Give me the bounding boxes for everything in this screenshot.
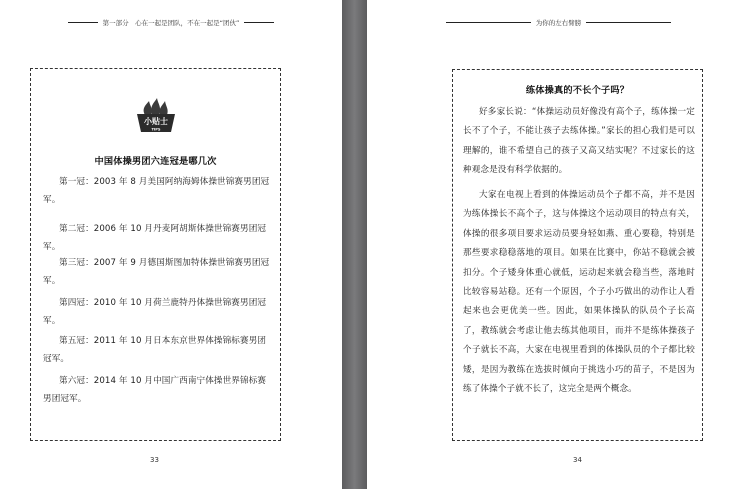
tips-badge-icon	[131, 98, 181, 134]
left-page	[0, 0, 342, 489]
header-rule-left	[68, 22, 98, 24]
champion-entry-6: 第六冠：2014 年 10 月中国广西南宁体操世界锦标赛男团冠军。	[43, 376, 267, 404]
right-running-head	[367, 18, 750, 27]
champion-entry-5: 第五冠：2011 年 10 月日本东京世界体操锦标赛男团冠军。	[43, 336, 267, 364]
champion-entry-4: 第四冠：2010 年 10 月荷兰鹿特丹体操世锦赛男团冠军。	[43, 298, 267, 326]
tips-badge-main-text: 小贴士	[144, 117, 168, 126]
tips-badge-sub-text: TIPS	[151, 127, 161, 132]
article-title: 练体操真的不长个子吗？	[525, 85, 630, 96]
article-paragraph-1: 好多家长说：“体操运动员好像没有高个子，练体操一定长不了个子，不能让孩子去练体操。”家长的担心我们是可以理解的，谁不希望自己的孩子又高又结实呢？不过家长的这种观念是没有科学依据的。	[463, 107, 695, 176]
champion-entry-3: 第三冠：2007 年 9 月德国斯图加特体操世锦赛男团冠军。	[43, 258, 270, 286]
book-gutter	[342, 0, 367, 489]
left-running-head	[0, 18, 342, 27]
header-rule-left	[446, 22, 531, 24]
right-running-head-text: 为你的左右臂膀	[535, 19, 582, 27]
tips-box	[30, 68, 281, 441]
right-page-number: 34	[573, 456, 582, 464]
right-page	[367, 0, 750, 489]
tips-box-title: 中国体操男团六连冠是哪几次	[94, 156, 217, 167]
champion-entry-1: 第一冠：2003 年 8 月美国阿纳海姆体操世锦赛男团冠军。	[43, 177, 270, 205]
champion-entry-2: 第二冠：2006 年 10 月丹麦阿胡斯体操世锦赛男团冠军。	[43, 224, 267, 252]
header-rule-right	[586, 22, 671, 24]
left-running-head-text: 第一部分 心在一起是团队，不在一起是“团伙”	[102, 19, 240, 27]
article-paragraph-2: 大家在电视上看到的体操运动员个子都不高，并不是因为练体操长不高个子，这与体操这个运动项目的特点有关，体操的很多项目要求运动员要身轻如燕、重心要稳，特别是那些要求稳稳落地的项目。如果在比赛中，你站不稳就会被扣分。个子矮身体重心就低，运动起来就会稳当些，落地时比较容易站稳。还有一个原因，个子小巧做出的动作让人看起来也会更优美一些。因此，如果体操队的队员个子长高了，教练就会考虑让他去练其他项目，而并不是练体操孩子个子就长不高，大家在电视里看到的体操队员的个子都比较矮，是因为教练在选拔时倾向于挑选小巧的苗子，不是因为练了体操个子就不长了，这完全是两个概念。	[463, 190, 695, 395]
left-page-number: 33	[150, 456, 159, 464]
header-rule-right	[244, 22, 274, 24]
article-box	[452, 69, 703, 441]
